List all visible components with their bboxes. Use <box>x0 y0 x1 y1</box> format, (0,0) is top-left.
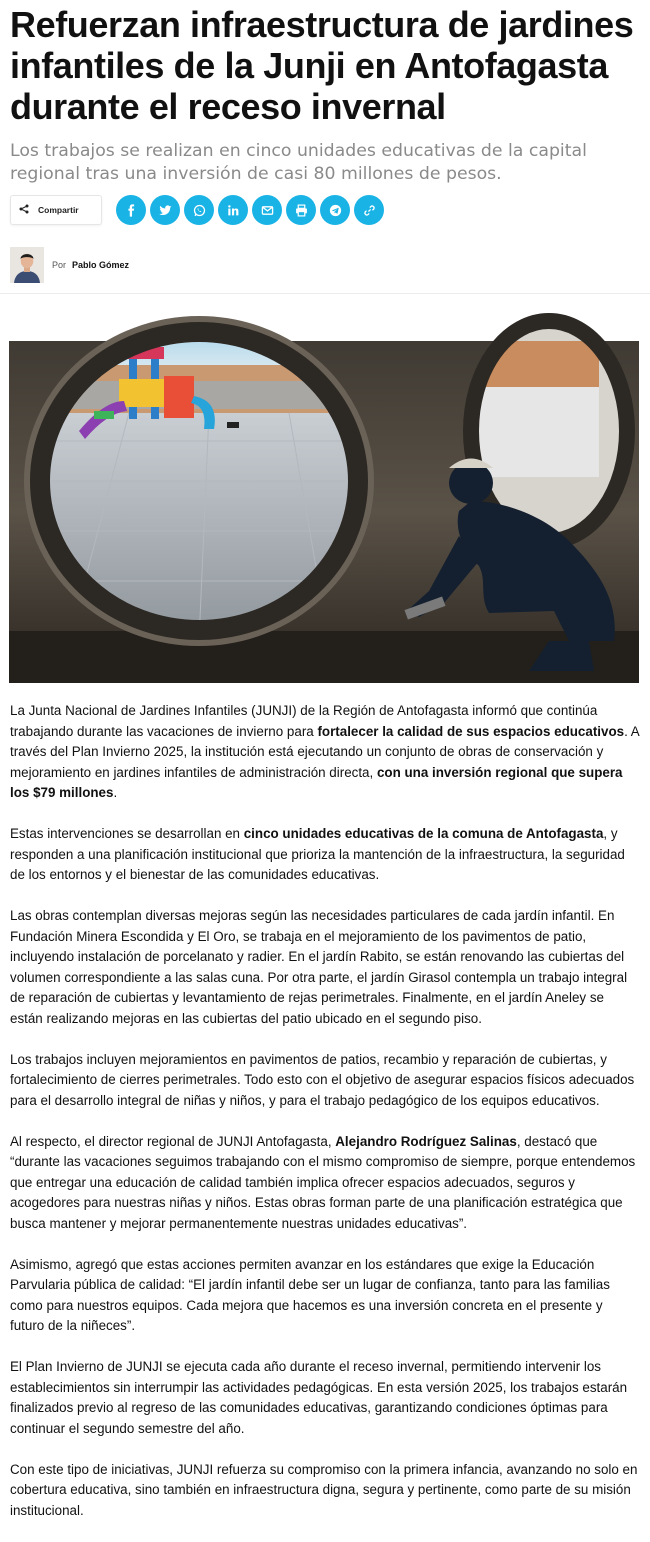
paragraph-4: Los trabajos incluyen mejoramientos en pavimentos de patios, recambio y reparación de cubiertas, y fortalecimiento de cierres perimetrales. Todo esto con el objetivo de asegurar espacios físicos adecuados para el desarrollo integral de niñas y niños, y para el trabajo pedagógico de los equipos educativos. <box>10 1051 635 1108</box>
email-share-button[interactable] <box>252 195 282 225</box>
paragraph-3: Las obras contemplan diversas mejoras según las necesidades particulares de cada jardín infantil. En Fundación Minera Escondida y El Oro, se trabaja en el mejoramiento de los pavimentos de patio, incluyendo instalación de porcelanato y radier. En el jardín Rabito, se están renovando las cubiertas del volumen correspondiente a las salas cuna. Por otra parte, el jardín Girasol contempla un trabajo integral de reparación de cubiertas y levantamiento de rejas perimetrales. Finalmente, en el jardín Aneley se están realizando mejoras en las cubiertas del patio ubicado en el segundo piso. <box>10 908 628 1026</box>
facebook-share-button[interactable] <box>116 195 146 225</box>
author-name[interactable]: Pablo Gómez <box>72 260 130 270</box>
paragraph-8: Con este tipo de iniciativas, JUNJI refuerza su compromiso con la primera infancia, avanzando no solo en cobertura educativa, sino también en infraestructura digna, segura y pertinente, como parte de su misión institucional. <box>10 1461 638 1518</box>
print-icon <box>295 204 308 217</box>
divider <box>0 293 650 294</box>
linkedin-share-button[interactable] <box>218 195 248 225</box>
paragraph-2: Estas intervenciones se desarrollan en cinco unidades educativas de la comuna de Antofagasta, y responden a una planificación institucional que prioriza la mantención de la infraestructura, la seguridad de los entornos y el bienestar de las comunidades educativas. <box>10 826 625 882</box>
twitter-share-button[interactable] <box>150 195 180 225</box>
article-subheadline: Los trabajos se realizan en cinco unidades educativas de la capital regional tras una inversión de casi 80 millones de pesos. <box>10 141 587 184</box>
share-button[interactable] <box>10 195 102 225</box>
whatsapp-share-button[interactable] <box>184 195 214 225</box>
print-button[interactable] <box>286 195 316 225</box>
share-icon <box>19 201 29 219</box>
author-byline <box>10 246 129 284</box>
telegram-icon <box>329 204 342 217</box>
whatsapp-icon <box>193 204 206 217</box>
byline-prefix: Por <box>52 260 67 270</box>
share-label: Compartir <box>38 205 79 215</box>
link-icon <box>363 204 376 217</box>
telegram-share-button[interactable] <box>320 195 350 225</box>
paragraph-5: Al respecto, el director regional de JUNJI Antofagasta, Alejandro Rodríguez Salinas, destacó que “durante las vacaciones seguimos trabajando con el mismo compromiso de siempre, porque entendemos que entregar una educación de calidad también implica ofrecer espacios adecuados, seguros y acogedores para nuestras niñas y niños. Estas obras forman parte de una planificación estratégica que busca mantener y mejorar permanentemente nuestras unidades educativas”. <box>10 1133 636 1231</box>
email-icon <box>261 204 274 217</box>
share-bar <box>10 194 384 226</box>
social-buttons <box>116 195 384 225</box>
paragraph-6: Asimismo, agregó que estas acciones permiten avanzar en los estándares que exige la Educación Parvularia pública de calidad: “El jardín infantil debe ser un lugar de confianza, tanto para las familias como para nuestros equipos. Cada mejora que hacemos es una inversión concreta en el presente y futuro de la niñeces”. <box>10 1256 610 1333</box>
paragraph-1: La Junta Nacional de Jardines Infantiles (JUNJI) de la Región de Antofagasta informó que continúa trabajando durante las vacaciones de invierno para fortalecer la calidad de sus espacios educativos. A través del Plan Invierno 2025, la institución está ejecutando un conjunto de obras de conservación y mejoramiento en jardines infantiles de administración directa, con una inversión regional que supera los $79 millones. <box>10 703 639 800</box>
article-headline: Refuerzan infraestructura de jardines infantiles de la Junji en Antofagasta durante el receso invernal <box>10 4 634 127</box>
facebook-icon <box>125 204 138 217</box>
article-body <box>10 701 640 1542</box>
avatar[interactable] <box>10 247 44 283</box>
article-photo <box>9 341 639 683</box>
linkedin-icon <box>227 204 240 217</box>
twitter-icon <box>159 204 172 217</box>
copy-link-button[interactable] <box>354 195 384 225</box>
paragraph-7: El Plan Invierno de JUNJI se ejecuta cada año durante el receso invernal, permitiendo intervenir los establecimientos sin interrumpir las actividades pedagógicas. En esta versión 2025, los trabajos estarán finalizados previo al regreso de las comunidades educativas, garantizando condiciones óptimas para continuar el segundo semestre del año. <box>10 1359 628 1436</box>
